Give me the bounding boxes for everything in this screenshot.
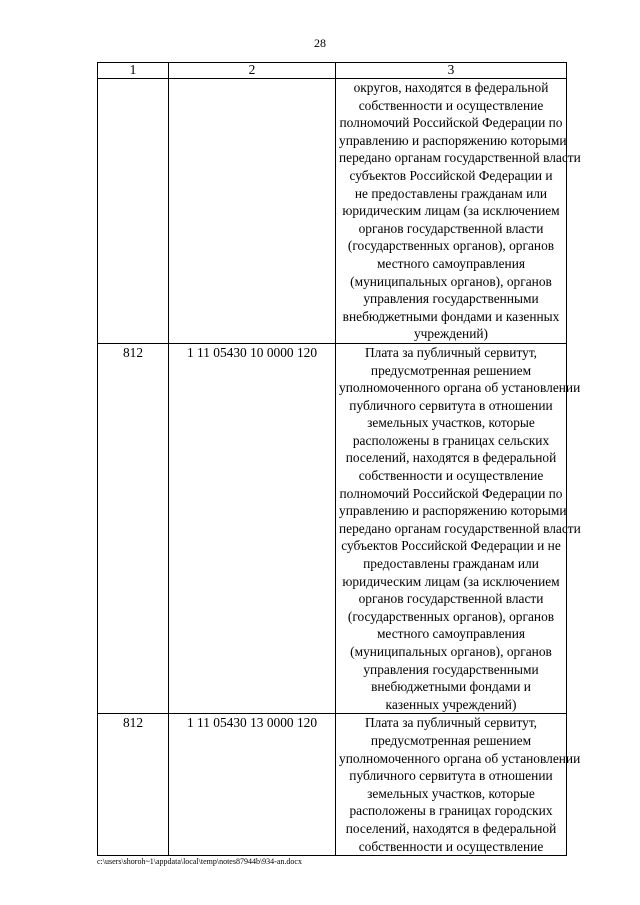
document-table <box>97 62 581 856</box>
page-number: 28 <box>314 36 326 50</box>
description-line: управления государственными <box>363 291 539 307</box>
description-line: Плата за публичный сервитут, <box>364 344 538 360</box>
description-line: внебюджетными фондами и казенных <box>342 308 560 324</box>
budget-admin-code-cell <box>98 79 169 344</box>
description-line: земельных участков, которые <box>367 785 535 801</box>
description-line: не предоставлены гражданам или <box>354 185 548 201</box>
footer-file-path: c:\users\shoroh~1\appdata\local\temp\notes87944b\934-an.docx <box>97 857 302 866</box>
description-line: собственности и осуществление <box>358 468 544 484</box>
description-line: Плата за публичный сервитут, <box>364 715 538 731</box>
description-line: поселений, находятся в федеральной <box>345 450 557 466</box>
description-line: органов государственной власти <box>358 591 544 607</box>
budget-admin-code-cell: 812 <box>98 714 169 856</box>
description-line: местного самоуправления <box>376 255 526 271</box>
table-header-row <box>98 63 567 79</box>
description-line: округов, находятся в федеральной <box>353 80 549 95</box>
description-line: учреждений) <box>413 326 489 342</box>
description-line: управления государственными <box>363 661 539 677</box>
description-line: поселений, находятся в федеральной <box>345 820 557 836</box>
description-line: расположены в границах городских <box>349 803 553 819</box>
description-line: уполномоченного органа об установлении <box>339 750 581 766</box>
description-line: органов государственной власти <box>358 220 544 236</box>
description-line: публичного сервитута в отношении <box>349 397 553 413</box>
revenue-code-cell: 1 11 05430 10 0000 120 <box>169 343 336 713</box>
revenue-description-cell <box>336 79 581 344</box>
description-line: (государственных органов), органов <box>347 238 555 254</box>
description-line: местного самоуправления <box>376 626 526 642</box>
description-line: внебюджетными фондами и <box>371 679 531 695</box>
revenue-description-cell <box>336 343 581 713</box>
description-line: (государственных органов), органов <box>347 608 555 624</box>
description-line: полномочий Российской Федерации по <box>339 485 563 501</box>
description-line: предусмотренная решением <box>370 362 532 378</box>
description-line: субъектов Российской Федерации и <box>349 167 553 183</box>
description-line: полномочий Российской Федерации по <box>339 115 563 131</box>
header-cell-3: 3 <box>336 63 567 79</box>
budget-admin-code-cell: 812 <box>98 343 169 713</box>
description-line: (муниципальных органов), органов <box>350 273 552 289</box>
description-line: управлению и распоряжению которыми <box>339 132 567 148</box>
header-cell-2: 2 <box>169 63 336 79</box>
description-line: земельных участков, которые <box>367 415 535 431</box>
description-line: передано органам государственной власти <box>339 150 581 166</box>
description-line: предоставлены гражданам или <box>363 556 539 572</box>
description-line: казенных учреждений) <box>385 696 517 712</box>
description-line: предусмотренная решением <box>370 732 532 748</box>
description-line: управлению и распоряжению которыми <box>339 503 567 519</box>
description-line: передано органам государственной власти <box>339 520 581 536</box>
revenue-code-cell: 1 11 05430 13 0000 120 <box>169 714 336 856</box>
description-line: субъектов Российской Федерации и не <box>341 538 561 554</box>
description-line: расположены в границах сельских <box>352 432 550 448</box>
description-line: публичного сервитута в отношении <box>349 768 553 784</box>
description-line: собственности и осуществление <box>358 838 544 854</box>
table-row <box>98 714 567 856</box>
table-row <box>98 79 567 344</box>
description-line: юридическим лицам (за исключением <box>342 573 560 589</box>
table-body <box>98 62 581 856</box>
description-line: собственности и осуществление <box>358 97 544 113</box>
description-line: (муниципальных органов), органов <box>350 644 552 659</box>
description-line: уполномоченного органа об установлении <box>339 380 581 396</box>
revenue-code-cell <box>169 79 336 344</box>
description-line: юридическим лицам (за исключением <box>342 203 560 219</box>
revenue-description-cell <box>336 714 581 856</box>
table-row <box>98 343 567 713</box>
header-cell-1: 1 <box>98 63 169 79</box>
